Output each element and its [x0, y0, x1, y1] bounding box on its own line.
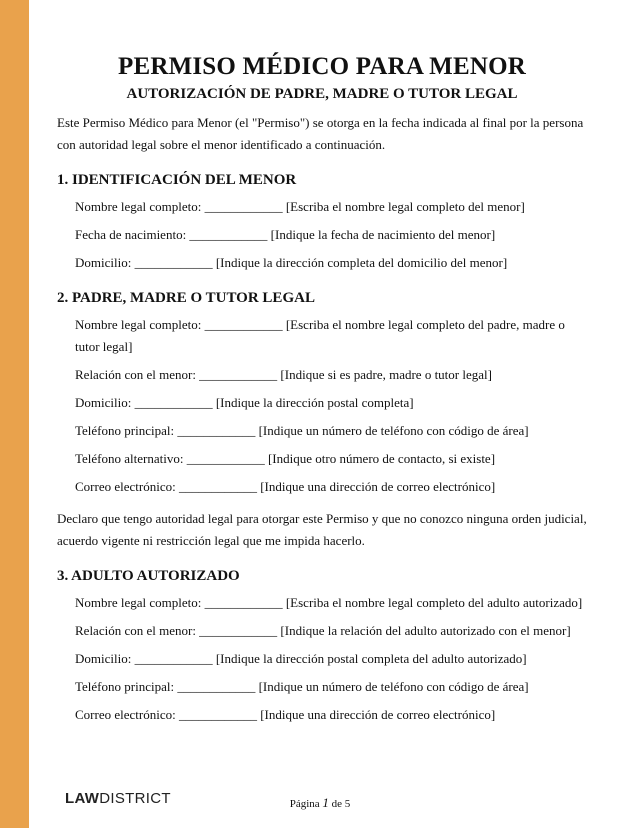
field-adult-email: Correo electrónico: ____________ [Indique una dirección de correo electrónico] [75, 707, 496, 722]
field-list [57, 314, 587, 498]
page-current: 1 [322, 795, 329, 810]
page-prefix: Página [289, 798, 320, 810]
field-guardian-name: Nombre legal completo: ____________ [Escriba el nombre legal completo del padre, madre o tutor legal] [75, 317, 565, 354]
field-minor-address: Domicilio: ____________ [Indique la dirección completa del domicilio del menor] [75, 255, 508, 270]
document-body [57, 112, 587, 726]
section-heading: 1. IDENTIFICACIÓN DEL MENOR [57, 172, 297, 188]
field-list [57, 592, 587, 726]
field-adult-address: Domicilio: ____________ [Indique la dirección postal completa del adulto autorizado] [75, 651, 527, 666]
field-guardian-relation: Relación con el menor: ____________ [Indique si es padre, madre o tutor legal] [75, 367, 492, 382]
page-suffix: de 5 [331, 798, 351, 810]
field-guardian-alt-phone: Teléfono alternativo: ____________ [Indique otro número de contacto, si existe] [75, 451, 496, 466]
field-adult-relation: Relación con el menor: ____________ [Indique la relación del adulto autorizado con el menor] [75, 623, 571, 638]
guardian-declaration: Declaro que tengo autoridad legal para otorgar este Permiso y que no conozco ninguna orden judicial, acuerdo vigente ni restricción legal que me impida hacerlo. [57, 511, 587, 548]
field-minor-birthdate: Fecha de nacimiento: ____________ [Indique la fecha de nacimiento del menor] [75, 227, 496, 242]
document-title: PERMISO MÉDICO PARA MENOR [117, 53, 526, 80]
field-list [57, 196, 587, 274]
section-guardian [57, 288, 587, 552]
logo-regular-part: DISTRICT [99, 790, 171, 807]
field-adult-phone: Teléfono principal: ____________ [Indique un número de teléfono con código de área] [75, 679, 529, 694]
document-subtitle: AUTORIZACIÓN DE PADRE, MADRE O TUTOR LEGAL [126, 86, 518, 102]
section-authorized-adult [57, 566, 587, 726]
section-heading: 3. ADULTO AUTORIZADO [57, 568, 240, 584]
field-guardian-address: Domicilio: ____________ [Indique la dirección postal completa] [75, 395, 414, 410]
logo-bold-part: LAW [65, 790, 100, 807]
section-minor-identification [57, 170, 587, 274]
field-adult-name: Nombre legal completo: ____________ [Escriba el nombre legal completo del adulto autorizado] [75, 595, 583, 610]
page-number [0, 795, 640, 811]
side-accent-bar [0, 0, 29, 828]
field-minor-name: Nombre legal completo: ____________ [Escriba el nombre legal completo del menor] [75, 199, 525, 214]
intro-paragraph: Este Permiso Médico para Menor (el "Permiso") se otorga en la fecha indicada al final por la persona con autoridad legal sobre el menor identificado a continuación. [57, 115, 584, 152]
field-guardian-email: Correo electrónico: ____________ [Indique una dirección de correo electrónico] [75, 479, 496, 494]
section-heading: 2. PADRE, MADRE O TUTOR LEGAL [57, 290, 315, 306]
field-guardian-phone: Teléfono principal: ____________ [Indique un número de teléfono con código de área] [75, 423, 529, 438]
